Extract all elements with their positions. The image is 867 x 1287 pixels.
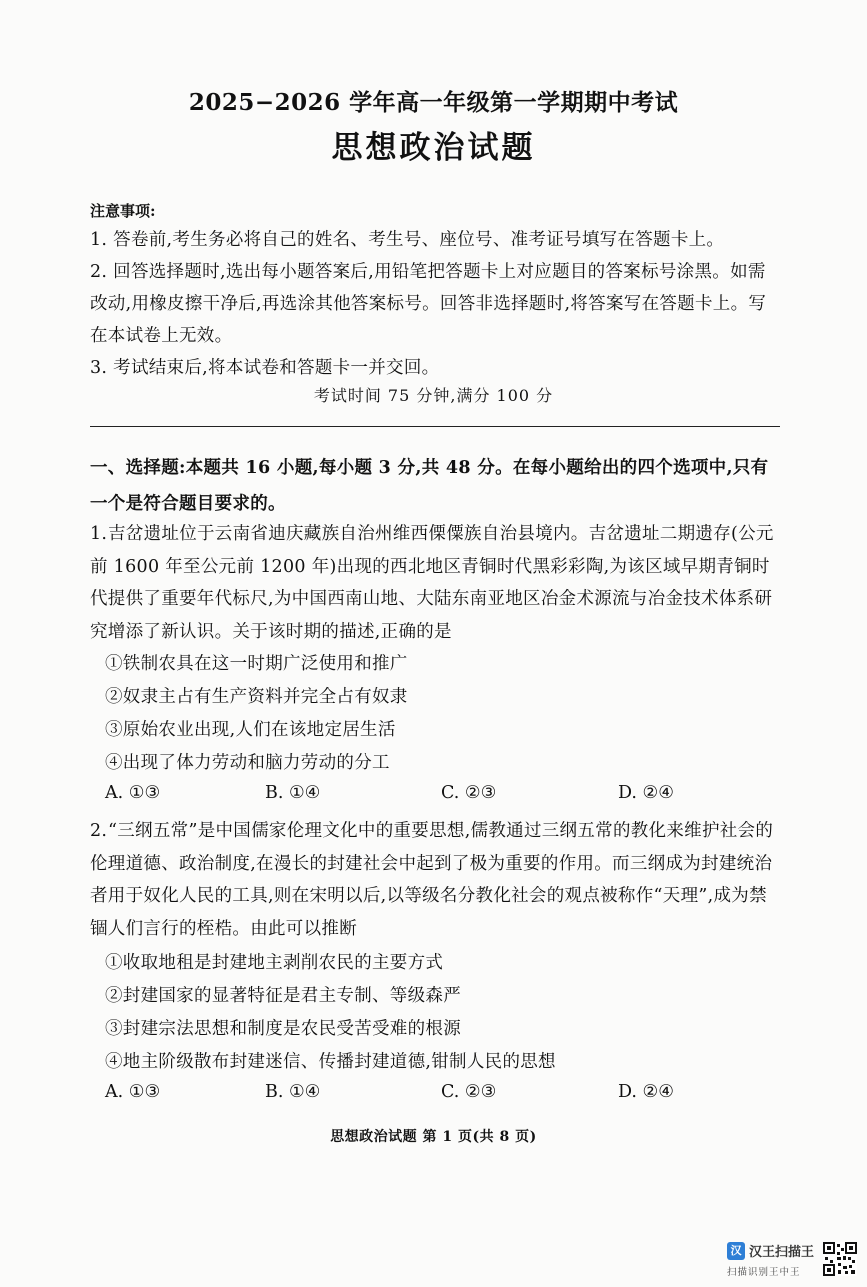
divider-line xyxy=(90,426,780,427)
scanner-brand-name: 汉王扫描王 xyxy=(749,1245,815,1260)
statement-1-4: ④出现了体力劳动和脑力劳动的分工 xyxy=(105,753,390,773)
section-heading: 一、选择题:本题共 16 小题,每小题 3 分,共 48 分。在每小题给出的四个选项中,只有一个是符合题目要求的。 xyxy=(90,458,769,514)
question-number: 1. xyxy=(90,524,108,544)
notice-item-3: 3. 考试结束后,将本试卷和答题卡一并交回。 xyxy=(90,358,440,378)
option-a: A. ①③ xyxy=(105,783,161,803)
option-c: C. ②③ xyxy=(441,1082,497,1102)
statement-2-1: ①收取地租是封建地主剥削农民的主要方式 xyxy=(105,953,444,973)
options-2 xyxy=(105,1082,705,1112)
qr-code-icon[interactable] xyxy=(823,1242,857,1276)
statement-1-1: ①铁制农具在这一时期广泛使用和推广 xyxy=(105,654,408,674)
scanner-watermark xyxy=(727,1240,857,1280)
statement-2-4: ④地主阶级散布封建迷信、传播封建道德,钳制人民的思想 xyxy=(105,1052,556,1072)
question-number: 2. xyxy=(90,821,108,841)
scanner-tagline: 扫描识别王中王 xyxy=(727,1267,801,1278)
option-d: D. ②④ xyxy=(618,1082,674,1102)
notice-item-2: 2. 回答选择题时,选出每小题答案后,用铅笔把答题卡上对应题目的答案标号涂黑。如需改动,用橡皮擦干净后,再选涂其他答案标号。回答非选择题时,将答案写在答题卡上。写在本试卷上无效。 xyxy=(90,262,767,346)
statement-2-3: ③封建宗法思想和制度是农民受苦受难的根源 xyxy=(105,1019,461,1039)
scanner-logo-icon: 汉 xyxy=(727,1242,745,1260)
exam-title: 2025−2026 学年高一年级第一学期期中考试 xyxy=(188,89,679,116)
option-d: D. ②④ xyxy=(618,783,674,803)
statement-1-2: ②奴隶主占有生产资料并完全占有奴隶 xyxy=(105,687,408,707)
statement-1-3: ③原始农业出现,人们在该地定居生活 xyxy=(105,720,396,740)
option-b: B. ①④ xyxy=(265,1082,321,1102)
options-1 xyxy=(105,783,705,813)
option-b: B. ①④ xyxy=(265,783,321,803)
exam-time-info: 考试时间 75 分钟,满分 100 分 xyxy=(313,386,554,405)
option-c: C. ②③ xyxy=(441,783,497,803)
page-footer: 思想政治试题 第 1 页(共 8 页) xyxy=(330,1129,537,1145)
statement-2-2: ②封建国家的显著特征是君主专制、等级森严 xyxy=(105,986,461,1006)
question-2 xyxy=(90,815,780,945)
question-stem: “三纲五常”是中国儒家伦理文化中的重要思想,儒教通过三纲五常的教化来维护社会的伦理道德、政治制度,在漫长的封建社会中起到了极为重要的作用。而三纲成为封建统治者用于奴化人民的工具,则在宋明以后,以等级名分教化社会的观点被称作“天理”,成为禁锢人们言行的桎梏。由此可以推断 xyxy=(90,821,774,939)
subject-title: 思想政治试题 xyxy=(331,130,536,166)
option-a: A. ①③ xyxy=(105,1082,161,1102)
question-stem: 吉岔遗址位于云南省迪庆藏族自治州维西傈僳族自治县境内。吉岔遗址二期遗存(公元前 1600 年至公元前 1200 年)出现的西北地区青铜时代黑彩彩陶,为该区域早期青铜时代提供了重要年代标尺,为中国西南山地、大陆东南亚地区冶金术源流与冶金技术体系研究增添了新认识。关于该时期的描述,正确的是 xyxy=(90,524,774,642)
notice-heading: 注意事项: xyxy=(90,202,156,220)
notice-item-1: 1. 答卷前,考生务必将自己的姓名、考生号、座位号、准考证号填写在答题卡上。 xyxy=(90,230,725,250)
question-1 xyxy=(90,518,780,648)
